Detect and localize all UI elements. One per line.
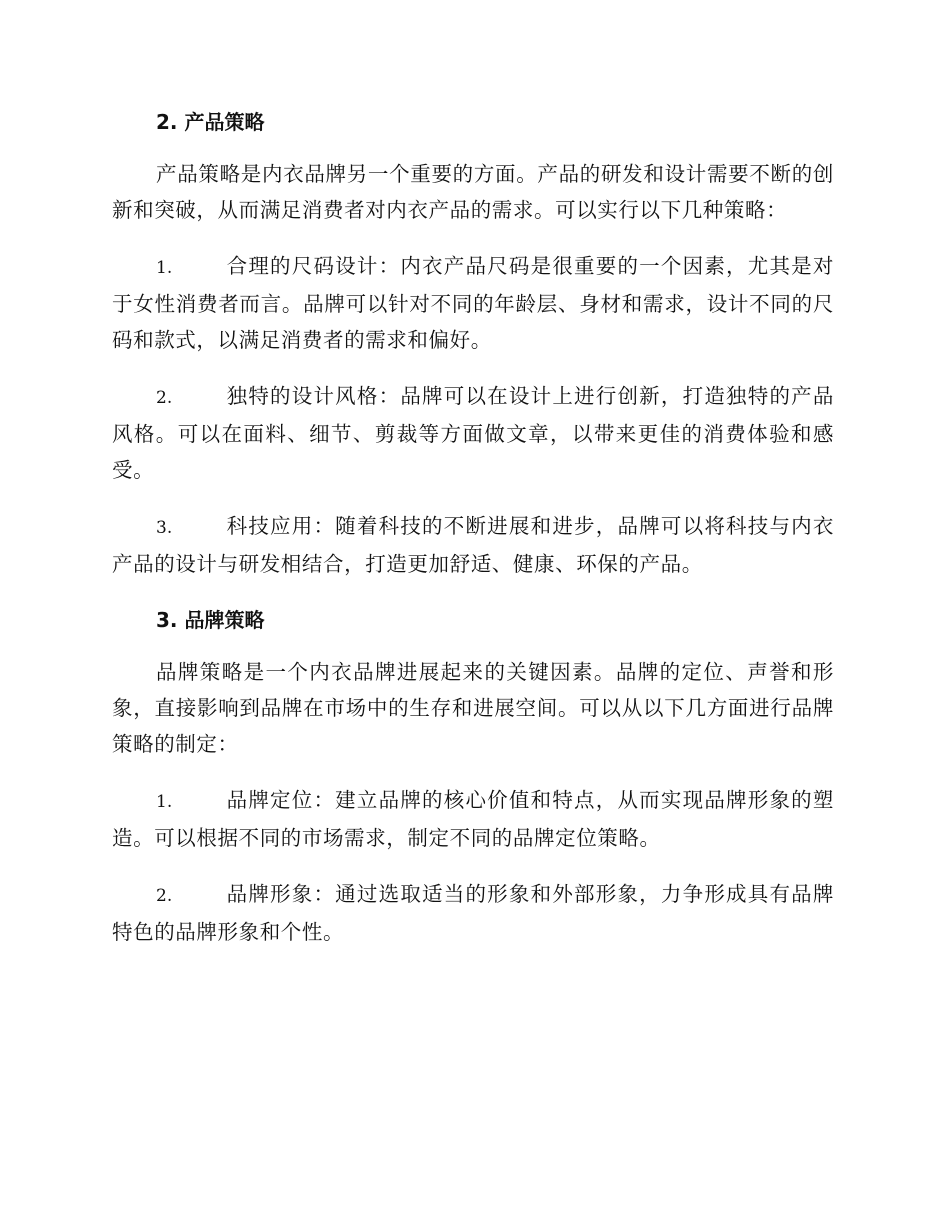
- list-item: [112, 508, 834, 582]
- section-intro-paragraph: 产品策略是内衣品牌另一个重要的方面。产品的研发和设计需要不断的创新和突破，从而满足消费者对内衣产品的需求。可以实行以下几种策略：: [112, 162, 834, 222]
- list-item-number: 2.: [156, 886, 173, 906]
- section-heading-brand-strategy: 3. 品牌策略: [156, 608, 265, 632]
- list-item-number: 1.: [156, 792, 173, 812]
- list-item: [112, 248, 834, 358]
- list-item-text: 独特的设计风格：品牌可以在设计上进行创新，打造独特的产品风格。可以在面料、细节、剪裁等方面做文章，以带来更佳的消费体验和感受。: [112, 384, 834, 482]
- section-heading-product-strategy: 2. 产品策略: [156, 110, 265, 134]
- list-item: [112, 782, 834, 856]
- list-item-text: 科技应用：随着科技的不断进展和进步，品牌可以将科技与内衣产品的设计与研发相结合，打造更加舒适、健康、环保的产品。: [112, 514, 834, 576]
- list-item-text: 合理的尺码设计：内衣产品尺码是很重要的一个因素，尤其是对于女性消费者而言。品牌可以针对不同的年龄层、身材和需求，设计不同的尺码和款式，以满足消费者的需求和偏好。: [112, 254, 834, 352]
- document-body: [112, 104, 834, 970]
- section-intro-paragraph: 品牌策略是一个内衣品牌进展起来的关键因素。品牌的定位、声誉和形象，直接影响到品牌在市场中的生存和进展空间。可以从以下几方面进行品牌策略的制定：: [112, 660, 834, 756]
- list-item-number: 2.: [156, 388, 173, 408]
- list-item-text: 品牌定位：建立品牌的核心价值和特点，从而实现品牌形象的塑造。可以根据不同的市场需求，制定不同的品牌定位策略。: [112, 788, 834, 850]
- list-item: [112, 876, 834, 950]
- list-item-number: 3.: [156, 518, 173, 538]
- list-item-number: 1.: [156, 258, 173, 278]
- list-item-text: 品牌形象：通过选取适当的形象和外部形象，力争形成具有品牌特色的品牌形象和个性。: [112, 882, 834, 944]
- list-item: [112, 378, 834, 488]
